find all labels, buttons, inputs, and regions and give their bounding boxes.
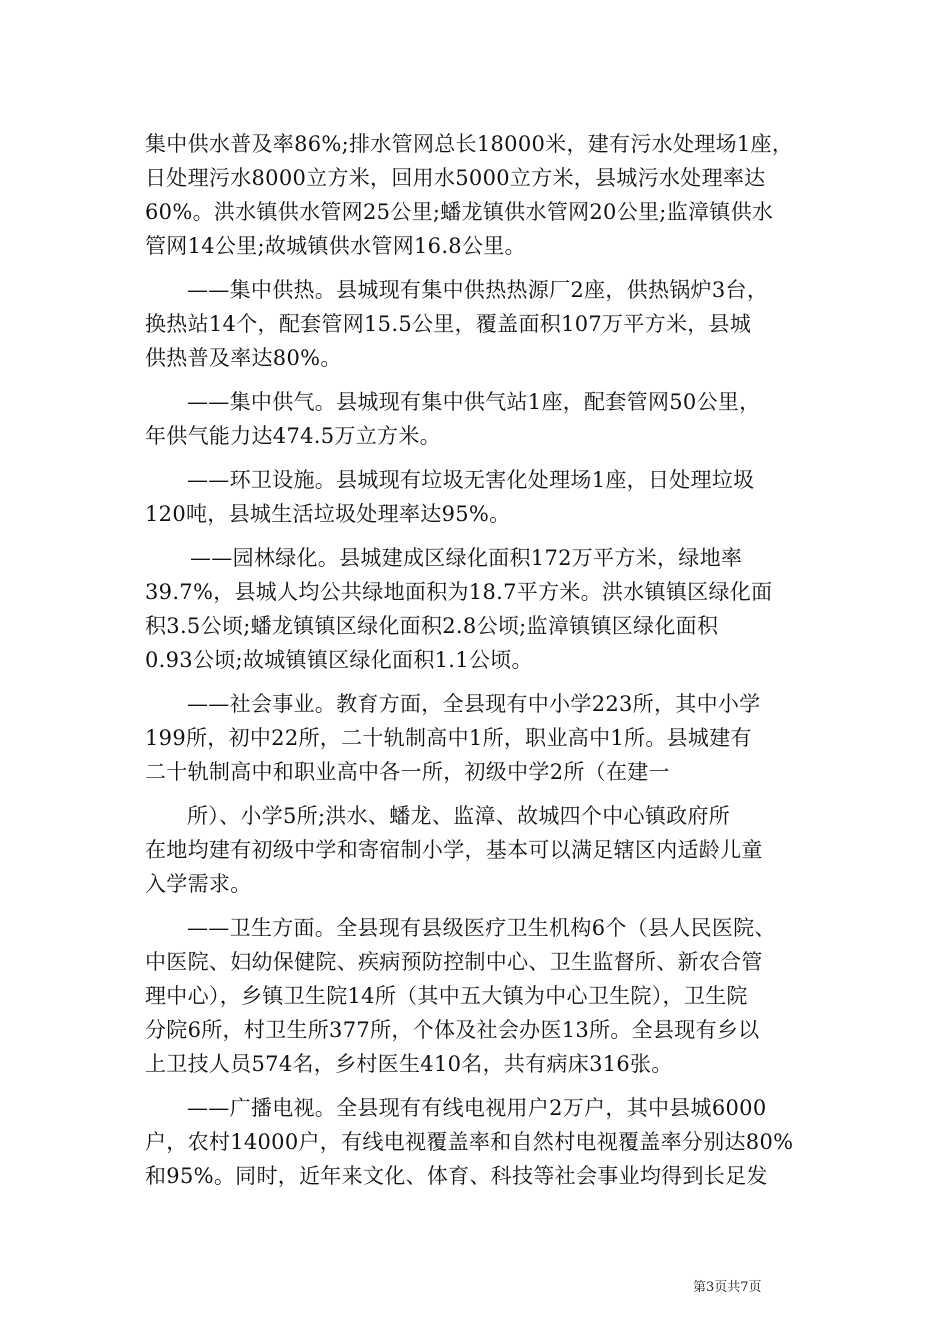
text-line: ——环卫设施。县城现有垃圾无害化处理场1座，日处理垃圾 [187, 468, 755, 492]
text-line: 120吨，县城生活垃圾处理率达95%。 [145, 502, 511, 526]
text-line: 分院6所，村卫生所377所，个体及社会办医13所。全县现有乡以 [145, 1018, 760, 1042]
text-line: 中医院、妇幼保健院、疾病预防控制中心、卫生监督所、新农合管 [145, 950, 763, 974]
text-line: 积3.5公顷;蟠龙镇镇区绿化面积2.8公顷;监漳镇镇区绿化面积 [145, 614, 719, 638]
text-line: 理中心），乡镇卫生院14所（其中五大镇为中心卫生院），卫生院 [145, 984, 748, 1008]
text-line: ——卫生方面。全县现有县级医疗卫生机构6个（县人民医院、 [187, 916, 776, 940]
text-line: 年供气能力达474.5万立方米。 [145, 424, 441, 448]
text-line: 所）、小学5所;洪水、蟠龙、监漳、故城四个中心镇政府所 [187, 804, 731, 828]
text-line: 199所，初中22所，二十轨制高中1所，职业高中1所。县城建有 [145, 726, 752, 750]
text-line: 39.7%，县城人均公共绿地面积为18.7平方米。洪水镇镇区绿化面 [145, 580, 773, 604]
text-line: 户，农村14000户，有线电视覆盖率和自然村电视覆盖率分别达80% [145, 1130, 794, 1154]
text-line: ——社会事业。教育方面，全县现有中小学223所，其中小学 [187, 692, 761, 716]
text-line: 集中供水普及率86%;排水管网总长18000米，建有污水处理场1座， [145, 132, 794, 156]
page-number: 第3页共7页 [693, 1280, 762, 1295]
text-line: 管网14公里;故城镇供水管网16.8公里。 [145, 234, 526, 258]
text-line: 入学需求。 [145, 872, 252, 896]
text-line: 60%。洪水镇供水管网25公里;蟠龙镇供水管网20公里;监漳镇供水 [145, 200, 774, 224]
text-line: ——集中供气。县城现有集中供气站1座，配套管网50公里， [187, 390, 761, 414]
text-line: 和95%。同时，近年来文化、体育、科技等社会事业均得到长足发 [145, 1164, 768, 1188]
text-line: ——园林绿化。县城建成区绿化面积172万平方米，绿地率 [190, 546, 743, 570]
text-line: 二十轨制高中和职业高中各一所，初级中学2所（在建一 [145, 760, 670, 784]
text-line: 换热站14个，配套管网15.5公里，覆盖面积107万平方米，县城 [145, 312, 752, 336]
text-line: 供热普及率达80%。 [145, 346, 342, 370]
text-line: ——广播电视。全县现有有线电视用户2万户，其中县城6000 [187, 1096, 767, 1120]
text-line: 0.93公顷;故城镇镇区绿化面积1.1公顷。 [145, 648, 533, 672]
text-line: 上卫技人员574名，乡村医生410名，共有病床316张。 [145, 1052, 673, 1076]
text-line: ——集中供热。县城现有集中供热热源厂2座，供热锅炉3台， [187, 278, 769, 302]
text-line: 在地均建有初级中学和寄宿制小学，基本可以满足辖区内适龄儿童 [145, 838, 763, 862]
text-line: 日处理污水8000立方米，回用水5000立方米，县城污水处理率达 [145, 166, 766, 190]
